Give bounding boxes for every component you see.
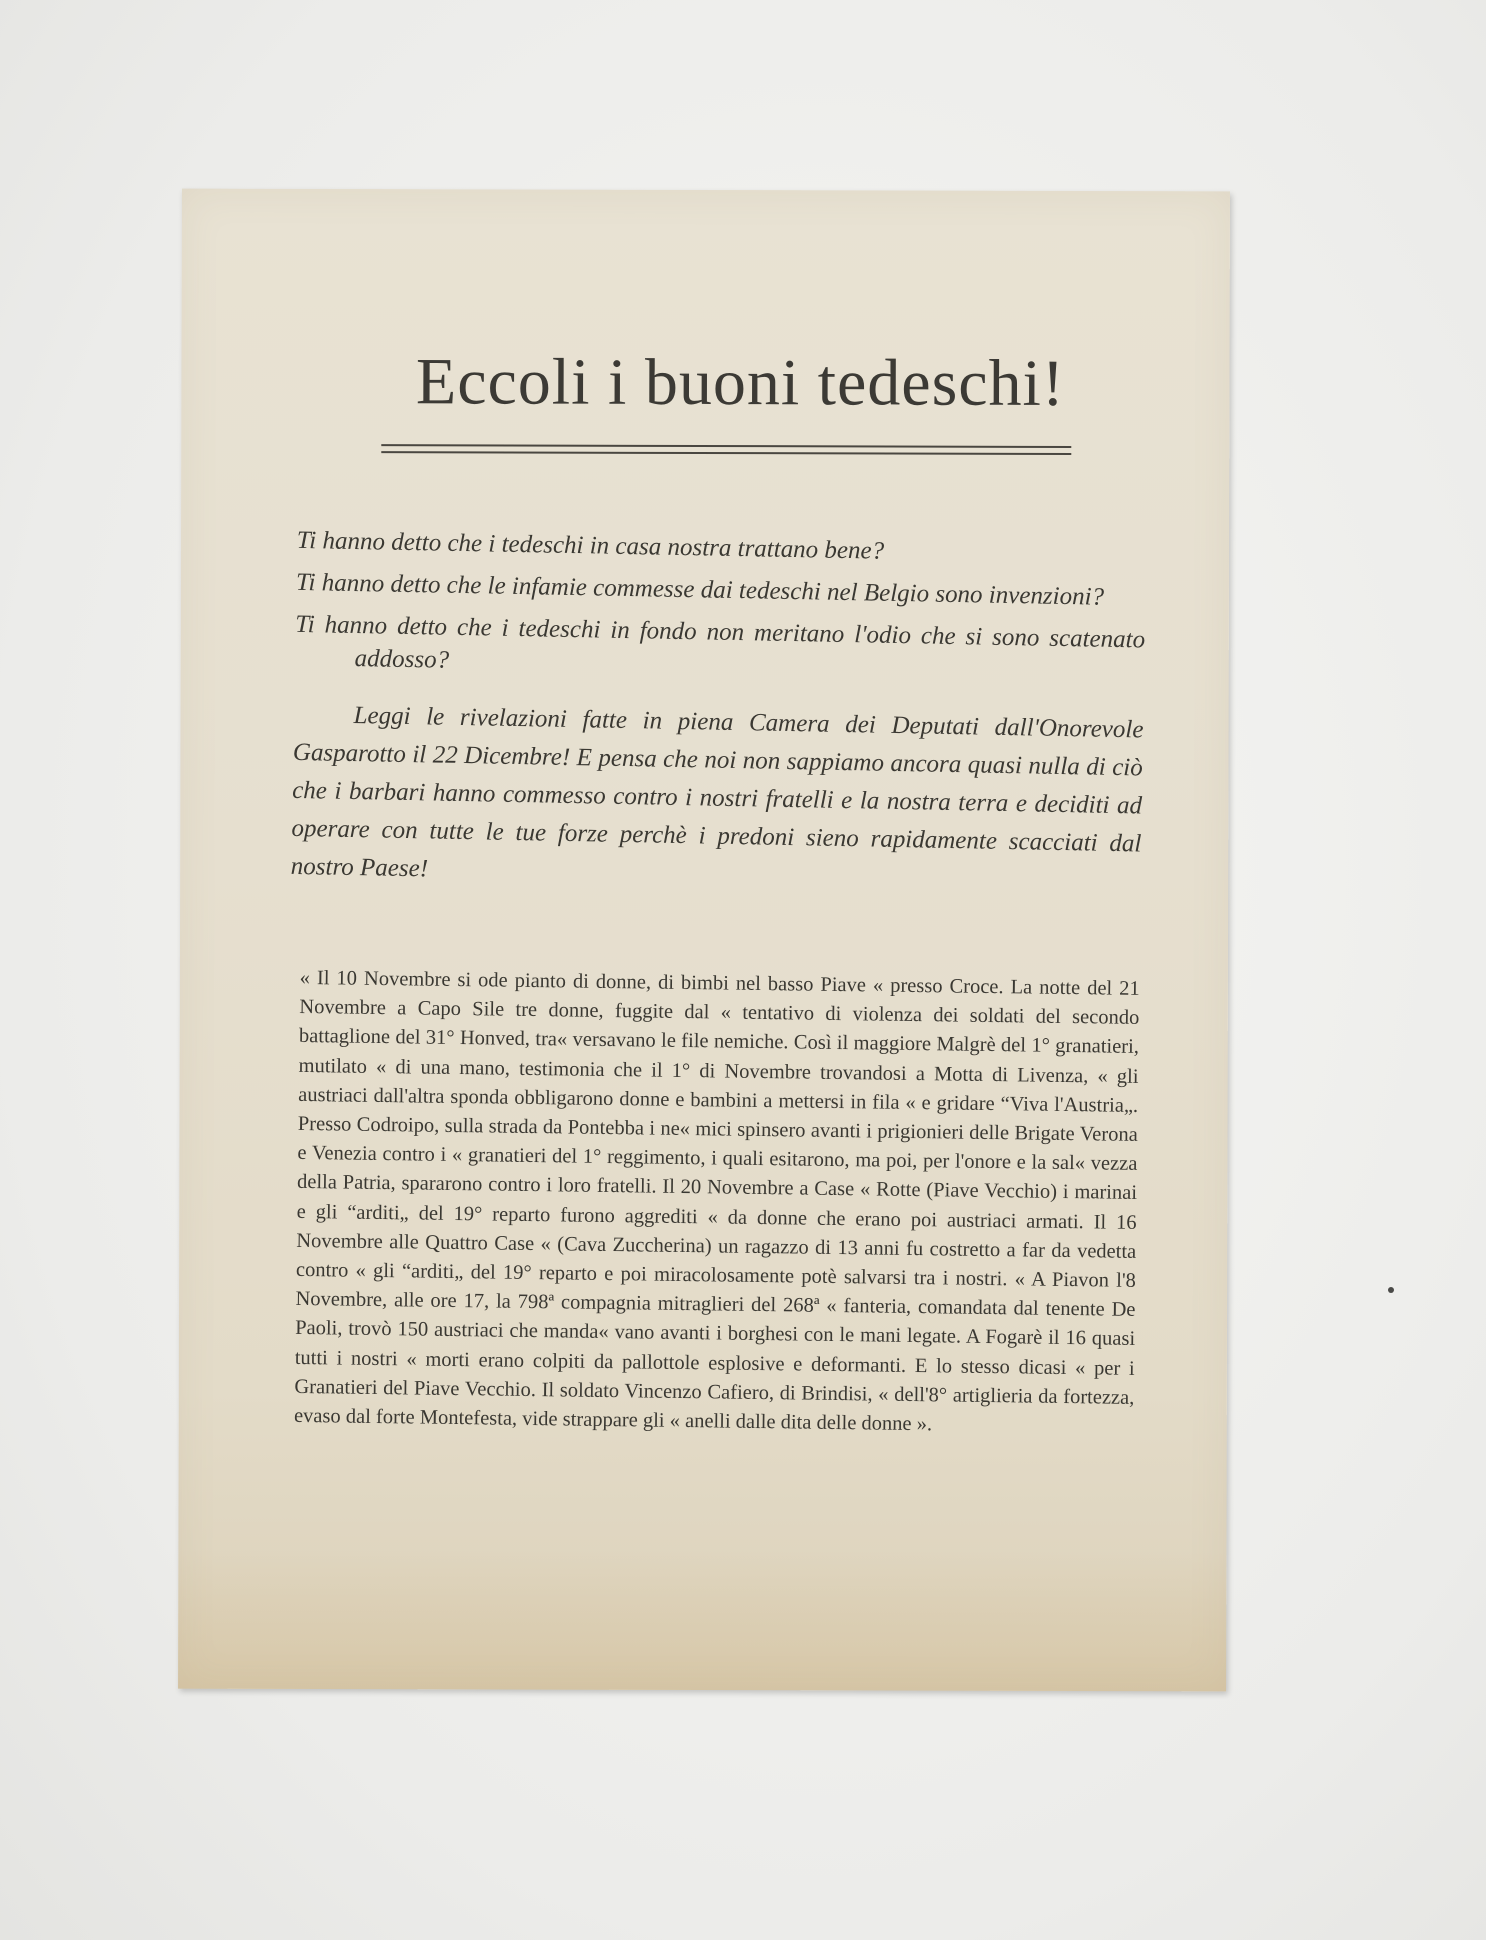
title-underline-bottom bbox=[381, 451, 1071, 455]
quoted-testimony: « Il 10 Novembre si ode pianto di donne, di bimbi nel basso Piave « presso Croce. La notte del 21 Novembre a Capo Sile tre donne, fuggite dal « tentativo di violenza dei soldati del secondo battaglione del 31° Honved, tra« versavano le file nemiche. Così il maggiore Malgrè del 1° granatieri, mutilato « di una mano, testimonia che il 1° di Novembre trovandosi a Motta di Livenza, « gli austriaci dall'altra sponda obbligarono donne e bambini a mettersi in fila « e gridare “Viva l'Austria„. Presso Codroipo, sulla strada da Pontebba i ne« mici spinsero avanti i prigionieri delle Brigate Verona e Venezia contro i « granatieri del 1° reggimento, i quali esitarono, ma poi, per l'onore e la sal« vezza della Patria, spararono contro i loro fratelli. Il 20 Novembre a Case « Rotte (Piave Vecchio) i marinai e gli “arditi„ del 19° reparto furono aggrediti « da donne che erano poi austriaci armati. Il 16 Novembre alle Quattro Case « (Cava Zuccherina) un ragazzo di 13 anni fu costretto a far da vedetta contro « gli “arditi„ del 19° reparto e poi miracolosamente potè salvarsi tra i nostri. « A Piavon l'8 Novembre, alle ore 17, la 798ª compagnia mitraglieri del 268ª « fanteria, comandata dal tenente De Paoli, trovò 150 austriaci che manda« vano avanti i borghesi con le mani legate. A Fogarè il 16 quasi tutti i nostri « morti erano colpiti da pallottole esplosive e deformanti. E lo stesso dicasi « per i Granatieri del Piave Vecchio. Il soldato Vincenzo Cafiero, di Brindisi, « dell'8° artiglieria da fortezza, evaso dal forte Montefesta, vide strappare gli « anelli dalle dita delle donne ». bbox=[293, 966, 1140, 1436]
lead-paragraph: Leggi le rivelazioni fatte in piena Camera dei Deputati dall'Onorevole Gasparotto il 22 Dicembre! E pensa che noi non sappiamo ancora quasi nulla di ciò che i barbari hanno commesso contro i nostri fratelli e la nostra terra e deciditi ad operare con tutte le tue forze perchè i predoni sieno rapidamente scacciati dal nostro Paese! bbox=[290, 702, 1144, 883]
title-underline-top bbox=[381, 444, 1071, 448]
question-3: Ti hanno detto che i tedeschi in fondo non meritano l'odio che si sono scatenato addosso? bbox=[294, 610, 1146, 674]
leaflet-title: Eccoli i buoni tedeschi! bbox=[415, 345, 1066, 420]
question-1: Ti hanno detto che i tedeschi in casa nostra trattano bene? bbox=[296, 526, 885, 565]
leaflet-sheet bbox=[178, 189, 1230, 1692]
question-2: Ti hanno detto che le infamie commesse dai tedeschi nel Belgio sono invenzioni? bbox=[295, 568, 1105, 611]
dust-speck bbox=[1388, 1287, 1394, 1293]
intro-section bbox=[290, 524, 1146, 902]
